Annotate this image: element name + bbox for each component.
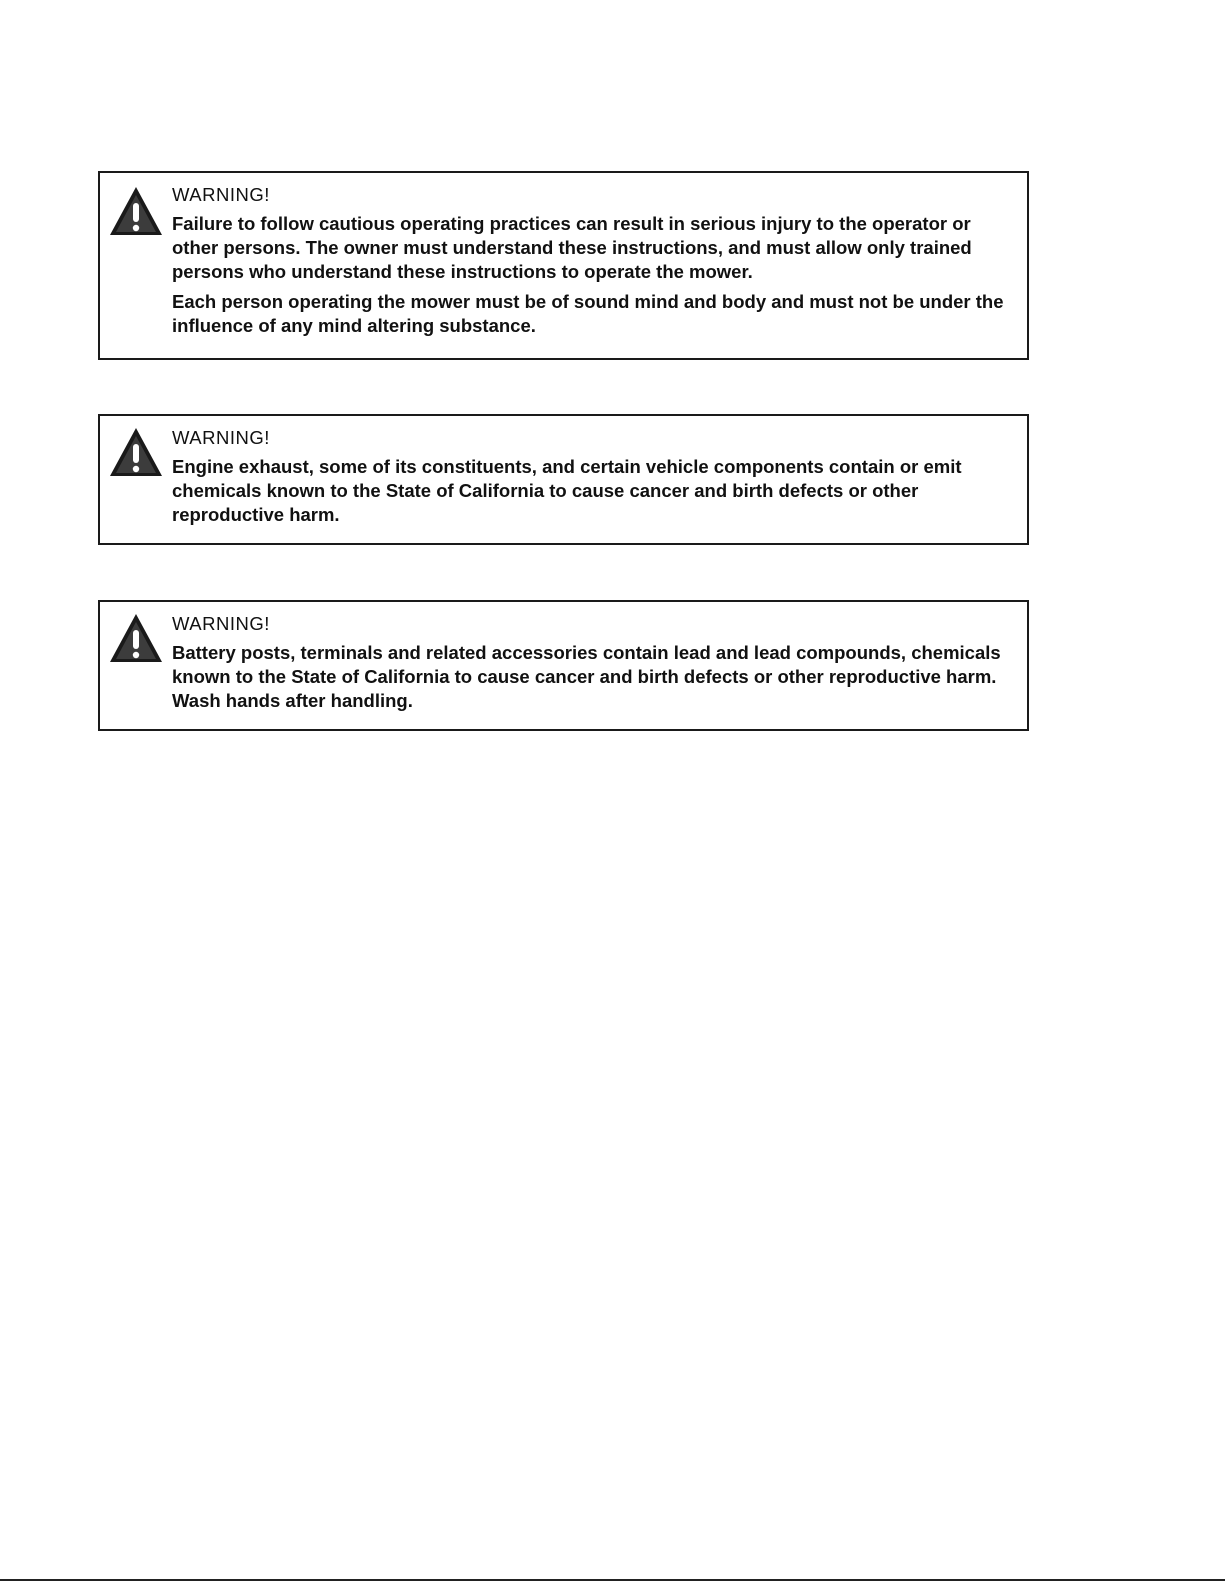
warning-triangle-icon [108, 612, 164, 664]
warning-paragraph: Failure to follow cautious operating practices can result in serious injury to the operator or other persons. The owner must understand these instructions, and must allow only trained persons who understand these instructions to operate the mower. [172, 213, 972, 282]
warning-triangle-icon [108, 426, 164, 478]
warning-box-engine-exhaust [98, 414, 1029, 545]
warning-text [172, 183, 1017, 338]
warning-title: WARNING! [172, 613, 270, 634]
warning-triangle-icon [108, 185, 164, 237]
warning-box-operating-practices [98, 171, 1029, 360]
warning-paragraph: Each person operating the mower must be of sound mind and body and must not be under the influence of any mind altering substance. [172, 291, 1004, 336]
warning-title: WARNING! [172, 184, 270, 205]
page-bottom-rule [0, 1579, 1225, 1581]
warning-text [172, 612, 1017, 713]
warning-text [172, 426, 1017, 527]
warning-paragraph: Engine exhaust, some of its constituents, and certain vehicle components contain or emit chemicals known to the State of California to cause cancer and birth defects or other reproductive harm. [172, 456, 962, 525]
warning-title: WARNING! [172, 427, 270, 448]
warning-box-battery-lead [98, 600, 1029, 731]
warning-paragraph: Battery posts, terminals and related accessories contain lead and lead compounds, chemicals known to the State of California to cause cancer and birth defects or other reproductive harm. Wash hands after handling. [172, 642, 1001, 711]
